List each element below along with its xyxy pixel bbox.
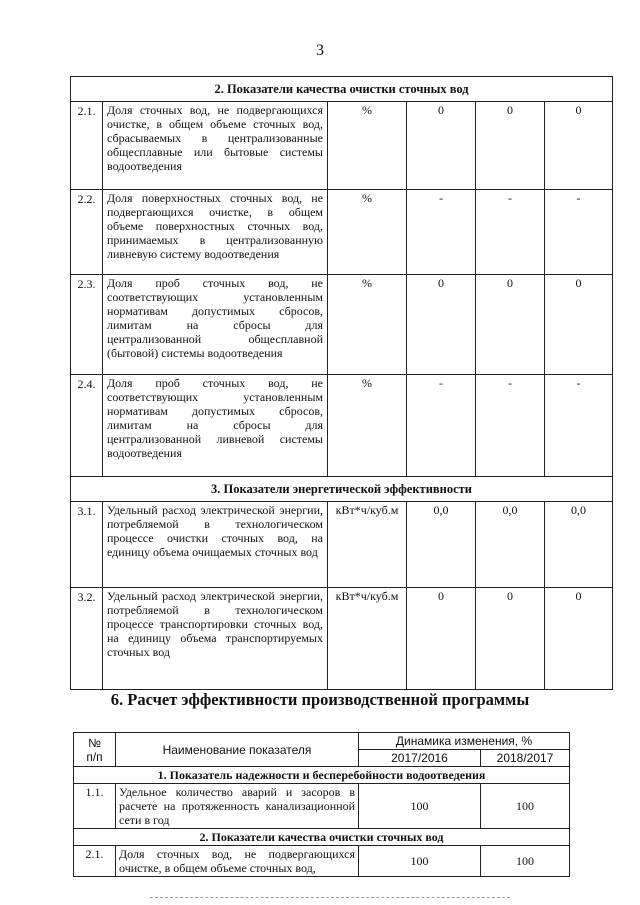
row-number: 2.3. xyxy=(71,275,103,375)
section-header-row xyxy=(71,477,613,502)
row-number: 3.2. xyxy=(71,588,103,690)
row-number: 2.1. xyxy=(74,846,116,877)
indicator-name: Доля поверхностных сточных вод, не подвергающихся очистке, в общем объеме поверхностных сточных вод, принимаемых в централизованную ливневую систему водоотведения xyxy=(103,190,328,275)
value-year-1: - xyxy=(407,375,476,477)
section-3-title: 3. Показатели энергетической эффективности xyxy=(71,477,613,502)
col-dynamics-header: Динамика изменения, % xyxy=(359,733,570,750)
unit: кВт*ч/куб.м xyxy=(328,502,407,588)
table-row xyxy=(71,588,613,690)
value-year-1: 100 xyxy=(359,846,481,877)
col-number-header: № п/п xyxy=(74,733,116,767)
value-year-3: - xyxy=(545,190,613,275)
value-year-2: 0 xyxy=(476,588,545,690)
value-year-1: 0,0 xyxy=(407,502,476,588)
indicator-name: Удельное количество аварий и засоров в расчете на протяженность канализационной сети в год xyxy=(116,784,359,829)
page-number: 3 xyxy=(316,42,324,59)
indicator-name: Доля проб сточных вод, не соответствующих установленным нормативам допустимых сбросов, лимитам на сбросы для централизованной общесплавной (бытовой) системы водоотведения xyxy=(103,275,328,375)
row-number: 3.1. xyxy=(71,502,103,588)
page-bottom-rule xyxy=(150,897,510,898)
value-year-1: 0 xyxy=(407,588,476,690)
table-row xyxy=(71,502,613,588)
section-2-title: 2. Показатели качества очистки сточных вод xyxy=(71,77,613,102)
indicator-name: Удельный расход электрической энергии, потребляемой в технологическом процессе очистки сточных вод, на единицу объема очищаемых сточных вод xyxy=(103,502,328,588)
indicators-table xyxy=(70,76,613,690)
col-year-2-header: 2018/2017 xyxy=(481,750,570,767)
value-year-3: 0 xyxy=(545,102,613,190)
section-1-title: 1. Показатель надежности и бесперебойности водоотведения xyxy=(74,767,570,784)
value-year-1: 100 xyxy=(359,784,481,829)
unit: % xyxy=(328,190,407,275)
section-header-row xyxy=(74,829,570,846)
section-heading: 6. Расчет эффективности производственной программы xyxy=(110,690,530,709)
indicator-name: Доля сточных вод, не подвергающихся очистке, в общем объеме сточных вод, xyxy=(116,846,359,877)
row-number: 2.2. xyxy=(71,190,103,275)
value-year-1: - xyxy=(407,190,476,275)
col-name-header: Наименование показателя xyxy=(116,733,359,767)
table-row xyxy=(71,190,613,275)
row-number: 2.4. xyxy=(71,375,103,477)
value-year-1: 0 xyxy=(407,102,476,190)
indicator-name: Доля сточных вод, не подвергающихся очистке, в общем объеме сточных вод, сбрасываемых в централизованные общесплавные или бытовые системы водоотведения xyxy=(103,102,328,190)
header-row xyxy=(74,733,570,750)
table-row xyxy=(71,275,613,375)
value-year-2: 100 xyxy=(481,784,570,829)
table-row xyxy=(71,375,613,477)
value-year-2: 0 xyxy=(476,275,545,375)
value-year-2: - xyxy=(476,190,545,275)
value-year-3: 0 xyxy=(545,588,613,690)
table-row xyxy=(71,102,613,190)
unit: кВт*ч/куб.м xyxy=(328,588,407,690)
value-year-3: - xyxy=(545,375,613,477)
indicator-name: Доля проб сточных вод, не соответствующих установленным нормативам допустимых сбросов, лимитам на сбросы для централизованной ливневой системы водоотведения xyxy=(103,375,328,477)
row-number: 1.1. xyxy=(74,784,116,829)
section-2-title: 2. Показатели качества очистки сточных вод xyxy=(74,829,570,846)
section-header-row xyxy=(71,77,613,102)
col-year-1-header: 2017/2016 xyxy=(359,750,481,767)
section-header-row xyxy=(74,767,570,784)
unit: % xyxy=(328,275,407,375)
value-year-3: 0 xyxy=(545,275,613,375)
table-row xyxy=(74,784,570,829)
value-year-3: 0,0 xyxy=(545,502,613,588)
indicator-name: Удельный расход электрической энергии, потребляемой в технологическом процессе транспортировки сточных вод, на единицу объема транспортируемых сточных вод xyxy=(103,588,328,690)
value-year-2: 0 xyxy=(476,102,545,190)
efficiency-table xyxy=(73,732,570,877)
value-year-2: 0,0 xyxy=(476,502,545,588)
value-year-2: - xyxy=(476,375,545,477)
row-number: 2.1. xyxy=(71,102,103,190)
value-year-2: 100 xyxy=(481,846,570,877)
unit: % xyxy=(328,102,407,190)
value-year-1: 0 xyxy=(407,275,476,375)
table-row xyxy=(74,846,570,877)
unit: % xyxy=(328,375,407,477)
